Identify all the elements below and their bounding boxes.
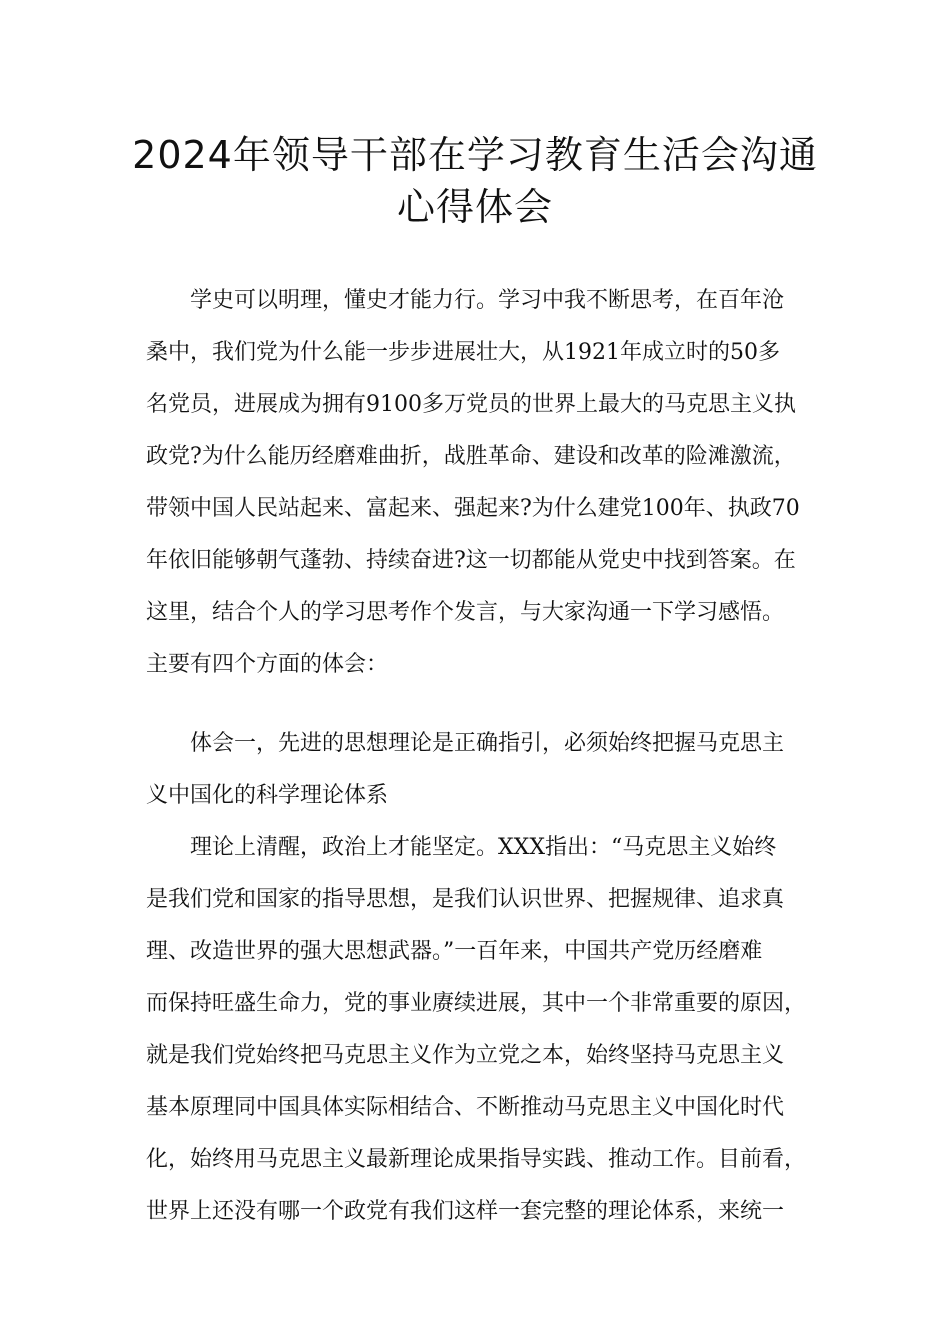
paragraph-line: 而保持旺盛生命力，党的事业赓续进展，其中一个非常重要的原因， bbox=[146, 991, 807, 1016]
paragraph-line: 年依旧能够朝气蓬勃、持续奋进?这一切都能从党史中找到答案。在 bbox=[146, 548, 796, 573]
paragraph-line: 政党?为什么能历经磨难曲折，战胜革命、建设和改革的险滩激流， bbox=[146, 444, 796, 469]
paragraph-line: 理、改造世界的强大思想武器。”一百年来，中国共产党历经磨难 bbox=[146, 939, 763, 964]
paragraph-line: 就是我们党始终把马克思主义作为立党之本，始终坚持马克思主义 bbox=[146, 1043, 785, 1068]
paragraph-line: 学史可以明理，懂史才能力行。学习中我不断思考，在百年沧 bbox=[190, 288, 785, 313]
heading-line: 体会一，先进的思想理论是正确指引，必须始终把握马克思主 bbox=[190, 731, 785, 756]
paragraph-line: 这里，结合个人的学习思考作个发言，与大家沟通一下学习感悟。 bbox=[146, 600, 785, 625]
document-title-line-1: 2024年领导干部在学习教育生活会沟通 bbox=[132, 133, 818, 177]
paragraph-line: 化，始终用马克思主义最新理论成果指导实践、推动工作。目前看， bbox=[146, 1147, 807, 1172]
paragraph-line: 名党员，进展成为拥有9100多万党员的世界上最大的马克思主义执 bbox=[146, 392, 796, 417]
paragraph-line: 世界上还没有哪一个政党有我们这样一套完整的理论体系，来统一 bbox=[146, 1199, 785, 1224]
paragraph-line: 带领中国人民站起来、富起来、强起来?为什么建党100年、执政70 bbox=[146, 496, 800, 521]
paragraph-line: 主要有四个方面的体会： bbox=[146, 652, 389, 677]
document-title-line-2: 心得体会 bbox=[396, 185, 553, 229]
paragraph-line: 桑中，我们党为什么能一步步进展壮大，从1921年成立时的50多 bbox=[146, 340, 780, 365]
paragraph-line: 理论上清醒，政治上才能坚定。XXX指出：“马克思主义始终 bbox=[190, 835, 777, 860]
paragraph-line: 是我们党和国家的指导思想，是我们认识世界、把握规律、追求真 bbox=[146, 887, 785, 912]
heading-line: 义中国化的科学理论体系 bbox=[146, 783, 389, 808]
paragraph-line: 基本原理同中国具体实际相结合、不断推动马克思主义中国化时代 bbox=[146, 1095, 785, 1120]
